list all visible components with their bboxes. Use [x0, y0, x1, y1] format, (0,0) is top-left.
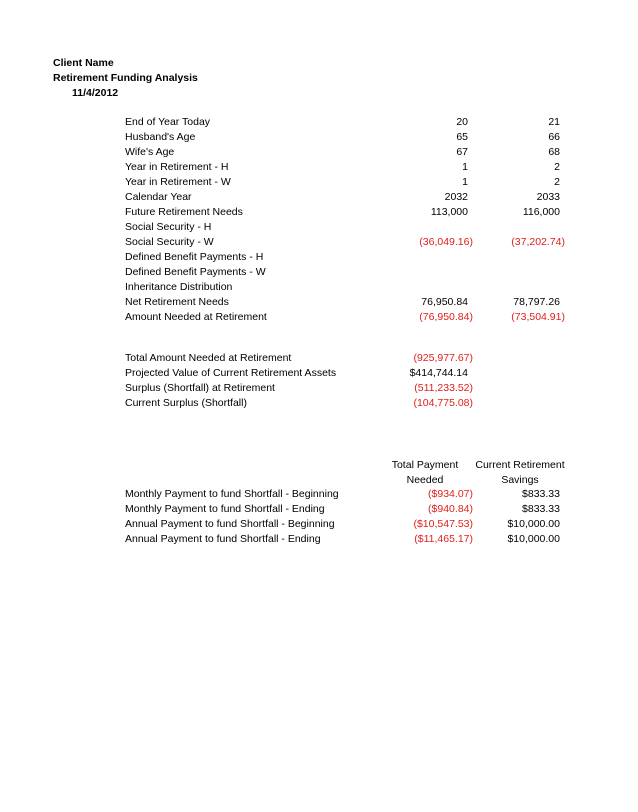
col-header-total-payment: Total Payment	[391, 459, 459, 471]
table-row	[0, 176, 638, 191]
table-row	[0, 503, 638, 518]
report-title: Retirement Funding Analysis	[53, 72, 198, 84]
value-year-1: (76,950.84)	[419, 311, 473, 323]
value-year-2: (73,504.91)	[511, 311, 565, 323]
value: (104,775.08)	[413, 397, 473, 409]
table-row	[0, 191, 638, 206]
value-year-2: 78,797.26	[513, 296, 560, 308]
value-year-2: 68	[548, 146, 560, 158]
value-year-2: 2033	[536, 191, 560, 203]
value-year-1: 65	[456, 131, 468, 143]
report-date: 11/4/2012	[72, 87, 119, 99]
row-label: Social Security - H	[125, 221, 212, 233]
value-current-savings: $10,000.00	[507, 533, 560, 545]
row-label: Future Retirement Needs	[125, 206, 243, 218]
value-year-1: 1	[462, 176, 468, 188]
value-year-1: 20	[456, 116, 468, 128]
row-label: Defined Benefit Payments - W	[125, 266, 266, 278]
client-name: Client Name	[53, 57, 114, 69]
table-row	[0, 146, 638, 161]
table-row	[0, 352, 638, 367]
row-label: Amount Needed at Retirement	[125, 311, 267, 323]
row-label: Total Amount Needed at Retirement	[125, 352, 292, 364]
value-total-payment: ($940.84)	[428, 503, 473, 515]
row-label: Current Surplus (Shortfall)	[125, 397, 247, 409]
table-row	[0, 221, 638, 236]
value-year-2: 2	[554, 161, 560, 173]
value-year-1: 67	[456, 146, 468, 158]
col-header-current-savings-sub: Savings	[501, 474, 539, 486]
value-total-payment: ($934.07)	[428, 488, 473, 500]
value-year-1: 1	[462, 161, 468, 173]
row-label: Projected Value of Current Retirement Assets	[125, 367, 337, 379]
table-row	[0, 296, 638, 311]
value: (511,233.52)	[414, 382, 473, 394]
value-total-payment: ($11,465.17)	[414, 533, 473, 545]
row-label: Year in Retirement - H	[125, 161, 229, 173]
col-header-current-savings: Current Retirement	[475, 459, 565, 471]
table-row	[0, 251, 638, 266]
value-year-2: (37,202.74)	[511, 236, 565, 248]
value-year-2: 116,000	[522, 206, 560, 218]
col-header-total-payment-sub: Needed	[406, 474, 444, 486]
row-label: Annual Payment to fund Shortfall - Beginning	[125, 518, 335, 530]
table-row	[0, 236, 638, 251]
row-label: Social Security - W	[125, 236, 214, 248]
value: $414,744.14	[409, 367, 468, 379]
row-label: Inheritance Distribution	[125, 281, 233, 293]
row-label: Monthly Payment to fund Shortfall - Beginning	[125, 488, 339, 500]
table-row	[0, 131, 638, 146]
table-row	[0, 266, 638, 281]
value-year-1: 113,000	[430, 206, 468, 218]
row-label: Surplus (Shortfall) at Retirement	[125, 382, 275, 394]
value-current-savings: $833.33	[522, 503, 560, 515]
table-row	[0, 116, 638, 131]
table-row	[0, 281, 638, 296]
row-label: Calendar Year	[125, 191, 192, 203]
row-label: Defined Benefit Payments - H	[125, 251, 264, 263]
table-row	[0, 397, 638, 412]
value-current-savings: $833.33	[522, 488, 560, 500]
value-year-2: 2	[554, 176, 560, 188]
row-label: Year in Retirement - W	[125, 176, 231, 188]
row-label: Net Retirement Needs	[125, 296, 229, 308]
value-current-savings: $10,000.00	[507, 518, 560, 530]
value-year-1: (36,049.16)	[419, 236, 473, 248]
table-row	[0, 488, 638, 503]
value: (925,977.67)	[413, 352, 473, 364]
row-label: Monthly Payment to fund Shortfall - Ending	[125, 503, 325, 515]
value-total-payment: ($10,547.53)	[413, 518, 473, 530]
table-row	[0, 518, 638, 533]
table-row	[0, 367, 638, 382]
table-row	[0, 161, 638, 176]
row-label: Husband's Age	[125, 131, 196, 143]
table-row	[0, 382, 638, 397]
value-year-1: 2032	[444, 191, 468, 203]
row-label: Wife's Age	[125, 146, 175, 158]
table-row	[0, 533, 638, 548]
value-year-2: 21	[548, 116, 560, 128]
table-row	[0, 206, 638, 221]
row-label: End of Year Today	[125, 116, 211, 128]
value-year-2: 66	[548, 131, 560, 143]
row-label: Annual Payment to fund Shortfall - Ending	[125, 533, 321, 545]
table-row	[0, 311, 638, 326]
value-year-1: 76,950.84	[421, 296, 468, 308]
